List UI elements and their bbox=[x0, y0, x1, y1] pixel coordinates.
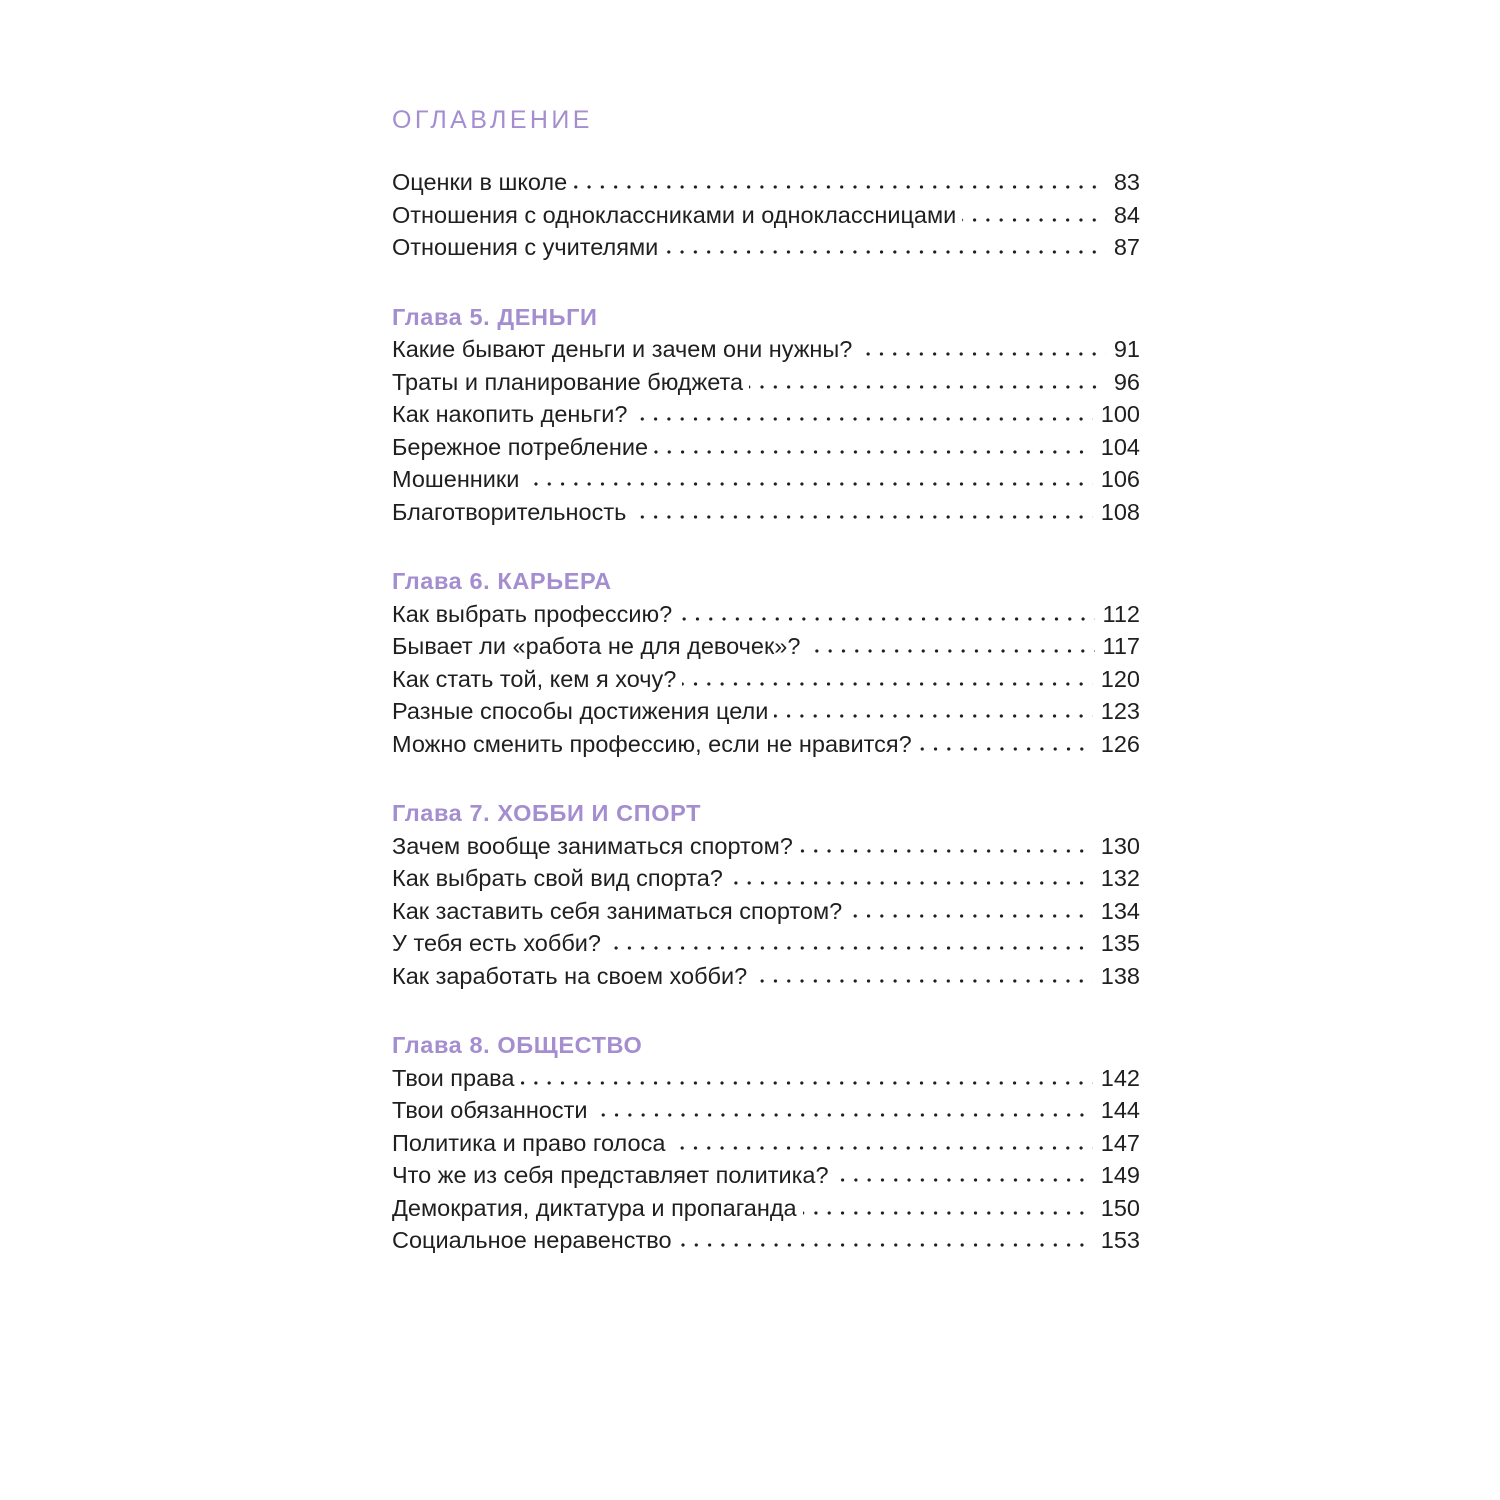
toc-entry-title: Что же из себя представляет политика? bbox=[392, 1162, 829, 1188]
dot-leader bbox=[835, 1177, 1093, 1183]
toc-entry[interactable] bbox=[392, 895, 1140, 928]
toc-entry-title: Как накопить деньги? bbox=[392, 401, 628, 427]
toc-entry-page-number: 100 bbox=[1100, 401, 1140, 427]
dot-leader bbox=[749, 384, 1106, 390]
toc-entry[interactable] bbox=[392, 960, 1140, 993]
toc-entry-title: Политика и право голоса bbox=[392, 1129, 666, 1156]
dot-leader bbox=[799, 848, 1093, 854]
dot-leader bbox=[654, 449, 1093, 455]
table-of-contents bbox=[392, 104, 1140, 1257]
toc-entry[interactable] bbox=[392, 496, 1140, 529]
dot-leader bbox=[753, 978, 1093, 984]
toc-entry[interactable] bbox=[392, 231, 1140, 264]
toc-entry[interactable] bbox=[392, 630, 1140, 663]
toc-entry[interactable] bbox=[392, 927, 1140, 960]
toc-entry[interactable] bbox=[392, 431, 1140, 464]
dot-leader bbox=[848, 913, 1093, 919]
dot-leader bbox=[806, 648, 1094, 654]
toc-entry-title: Как стать той, кем я хочу? bbox=[392, 665, 677, 692]
dot-leader bbox=[729, 880, 1093, 886]
dot-leader bbox=[573, 184, 1106, 190]
toc-entry-page-number: 117 bbox=[1102, 633, 1140, 659]
toc-entry[interactable] bbox=[392, 1159, 1140, 1192]
toc-entry[interactable] bbox=[392, 862, 1140, 895]
chapter-heading[interactable]: Глава 6. КАРЬЕРА bbox=[392, 568, 612, 594]
toc-entry-page-number: 130 bbox=[1100, 832, 1140, 859]
toc-entry-page-number: 96 bbox=[1113, 368, 1140, 395]
toc-entry[interactable] bbox=[392, 398, 1140, 431]
toc-entry-title: Как выбрать профессию? bbox=[392, 600, 673, 627]
toc-entry-page-number: 138 bbox=[1100, 962, 1140, 989]
toc-entry-title: Отношения с учителями bbox=[392, 234, 659, 260]
toc-entry-title: Демократия, диктатура и пропаганда bbox=[392, 1194, 797, 1221]
dot-leader bbox=[858, 351, 1105, 357]
chapter-entry-list bbox=[392, 333, 1140, 528]
toc-entry[interactable] bbox=[392, 1224, 1140, 1257]
toc-entry-title: Отношения с одноклассниками и одноклассницами bbox=[392, 201, 957, 228]
toc-entry-title: Какие бывают деньги и зачем они нужны? bbox=[392, 336, 853, 362]
dot-leader bbox=[678, 616, 1094, 622]
page-title: ОГЛАВЛЕНИЕ bbox=[392, 106, 593, 134]
chapter-section bbox=[392, 1029, 1140, 1257]
toc-entry-page-number: 106 bbox=[1100, 466, 1140, 492]
toc-entry-page-number: 147 bbox=[1100, 1129, 1140, 1156]
toc-entry[interactable] bbox=[392, 663, 1140, 696]
toc-entry-page-number: 104 bbox=[1100, 433, 1140, 460]
toc-entry[interactable] bbox=[392, 199, 1140, 232]
toc-entry-page-number: 132 bbox=[1100, 865, 1140, 891]
toc-entry-page-number: 87 bbox=[1113, 234, 1140, 260]
toc-entry-title: Траты и планирование бюджета bbox=[392, 368, 744, 395]
intro-entry-list bbox=[392, 166, 1140, 264]
toc-entry-page-number: 123 bbox=[1100, 698, 1140, 724]
dot-leader bbox=[633, 416, 1092, 422]
chapter-heading[interactable]: Глава 7. ХОББИ И СПОРТ bbox=[392, 800, 702, 826]
chapter-entry-list bbox=[392, 1062, 1140, 1257]
toc-entry-page-number: 134 bbox=[1100, 897, 1140, 924]
toc-entry[interactable] bbox=[392, 366, 1140, 399]
toc-entry[interactable] bbox=[392, 695, 1140, 728]
toc-entry[interactable] bbox=[392, 598, 1140, 631]
toc-entry-page-number: 108 bbox=[1100, 498, 1140, 525]
dot-leader bbox=[664, 249, 1106, 255]
dot-leader bbox=[803, 1210, 1093, 1216]
chapter-heading[interactable]: Глава 8. ОБЩЕСТВО bbox=[392, 1032, 643, 1058]
dot-leader bbox=[682, 681, 1092, 687]
toc-entry-title: Разные способы достижения цели bbox=[392, 698, 769, 724]
toc-entry[interactable] bbox=[392, 830, 1140, 863]
dot-leader bbox=[918, 746, 1093, 752]
toc-entry-page-number: 112 bbox=[1102, 600, 1140, 627]
toc-entry-title: Мошенники bbox=[392, 466, 520, 492]
toc-entry-page-number: 91 bbox=[1113, 336, 1140, 362]
toc-entry-title: Бережное потребление bbox=[392, 433, 649, 460]
toc-entry[interactable] bbox=[392, 166, 1140, 199]
toc-entry-page-number: 126 bbox=[1100, 730, 1140, 757]
dot-leader bbox=[607, 945, 1093, 951]
toc-entry-page-number: 150 bbox=[1100, 1194, 1140, 1221]
toc-entry[interactable] bbox=[392, 1192, 1140, 1225]
dot-leader bbox=[962, 217, 1106, 223]
toc-entry-title: Как заработать на своем хобби? bbox=[392, 962, 748, 989]
chapter-entry-list bbox=[392, 598, 1140, 761]
dot-leader bbox=[774, 713, 1092, 719]
dot-leader bbox=[520, 1080, 1092, 1086]
toc-entry-title: Социальное неравенство bbox=[392, 1227, 672, 1253]
toc-entry-title: У тебя есть хобби? bbox=[392, 930, 601, 956]
chapter-entry-list bbox=[392, 830, 1140, 993]
toc-entry-title: Оценки в школе bbox=[392, 169, 568, 195]
toc-entry-page-number: 144 bbox=[1100, 1097, 1140, 1123]
toc-entry[interactable] bbox=[392, 1094, 1140, 1127]
toc-entry-page-number: 153 bbox=[1100, 1227, 1140, 1253]
toc-entry-title: Благотворительность bbox=[392, 498, 627, 525]
dot-leader bbox=[525, 481, 1092, 487]
chapter-section bbox=[392, 797, 1140, 992]
toc-entry-page-number: 83 bbox=[1113, 169, 1140, 195]
toc-entry-title: Можно сменить профессию, если не нравится? bbox=[392, 730, 912, 757]
toc-entry-title: Твои обязанности bbox=[392, 1097, 588, 1123]
chapter-section bbox=[392, 565, 1140, 760]
toc-entry[interactable] bbox=[392, 463, 1140, 496]
chapter-list bbox=[392, 301, 1140, 1257]
toc-entry-title: Как заставить себя заниматься спортом? bbox=[392, 897, 843, 924]
dot-leader bbox=[632, 514, 1092, 520]
toc-entry[interactable] bbox=[392, 333, 1140, 366]
toc-entry-title: Как выбрать свой вид спорта? bbox=[392, 865, 723, 891]
dot-leader bbox=[671, 1145, 1092, 1151]
chapter-heading[interactable]: Глава 5. ДЕНЬГИ bbox=[392, 303, 598, 330]
dot-leader bbox=[594, 1112, 1093, 1118]
toc-entry-page-number: 84 bbox=[1113, 201, 1140, 228]
toc-entry-title: Твои права bbox=[392, 1064, 515, 1091]
toc-entry-page-number: 135 bbox=[1100, 930, 1140, 956]
chapter-section bbox=[392, 301, 1140, 529]
dot-leader bbox=[678, 1242, 1093, 1248]
toc-entry-page-number: 149 bbox=[1100, 1162, 1140, 1188]
toc-entry[interactable] bbox=[392, 728, 1140, 761]
toc-entry-title: Бывает ли «работа не для девочек»? bbox=[392, 633, 801, 659]
toc-entry-page-number: 120 bbox=[1100, 665, 1140, 692]
toc-entry-title: Зачем вообще заниматься спортом? bbox=[392, 832, 793, 859]
toc-entry[interactable] bbox=[392, 1062, 1140, 1095]
toc-entry-page-number: 142 bbox=[1100, 1064, 1140, 1091]
toc-entry[interactable] bbox=[392, 1127, 1140, 1160]
